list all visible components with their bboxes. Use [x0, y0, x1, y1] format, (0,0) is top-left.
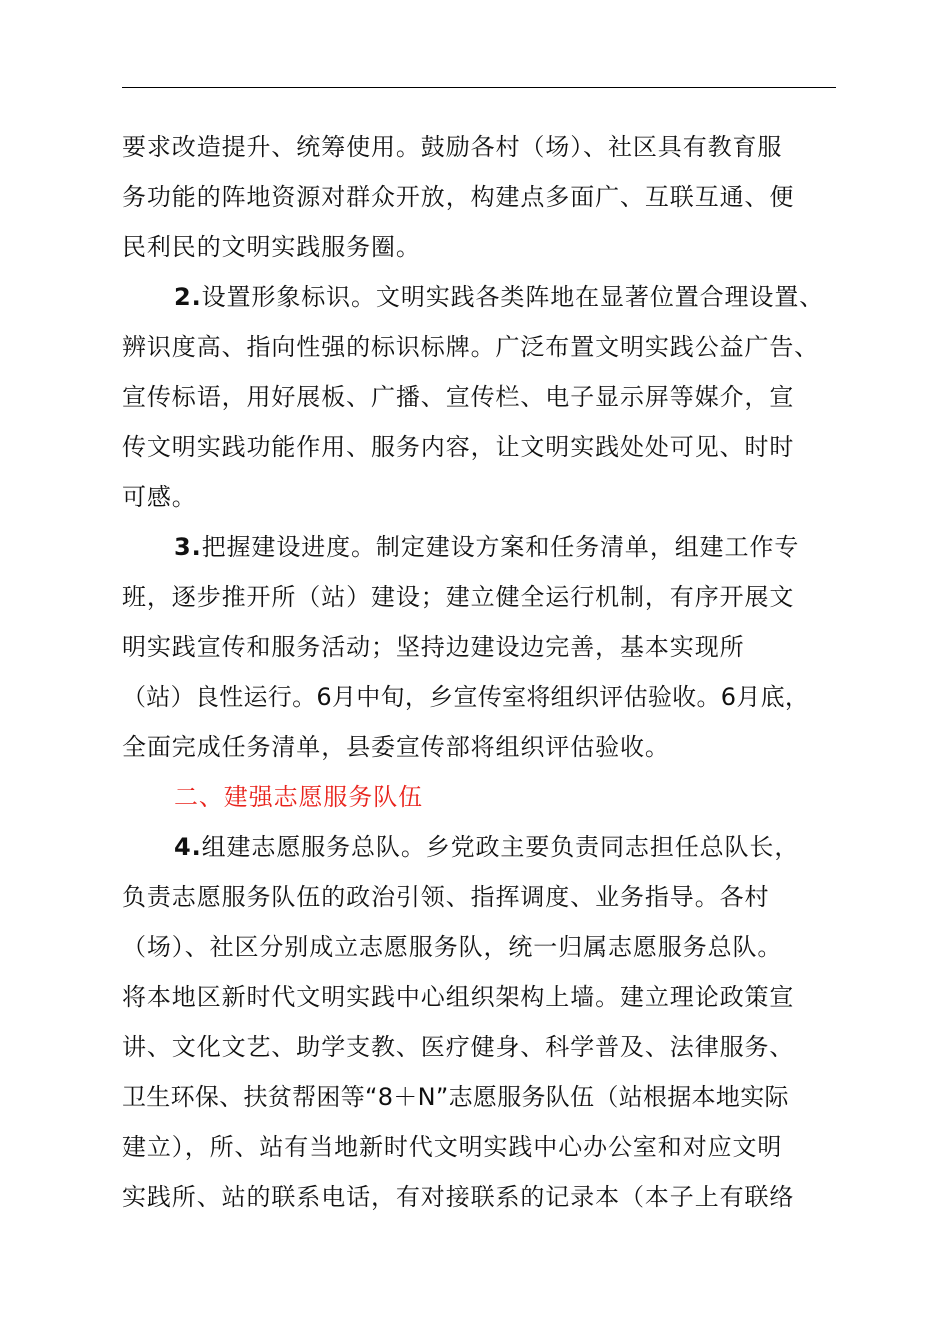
paragraph-1: [122, 122, 862, 272]
item-2: [122, 272, 862, 522]
text-line: 实践所、站的联系电话，有对接联系的记录本（本子上有联络: [122, 1183, 795, 1211]
text-line: [122, 522, 862, 572]
text-line: 辨识度高、指向性强的标识标牌。广泛布置文明实践公益广告、: [122, 333, 820, 361]
item-3: [122, 522, 862, 772]
text-line: 要求改造提升、统筹使用。鼓励各村（场）、社区具有教育服: [122, 133, 783, 161]
text-line: [122, 822, 862, 872]
text-line: 传文明实践功能作用、服务内容，让文明实践处处可见、时时: [122, 433, 795, 461]
item-text: 设置形象标识。文明实践各类阵地在显著位置合理设置、: [201, 283, 825, 311]
text-line: 将本地区新时代文明实践中心组织架构上墙。建立理论政策宣: [122, 983, 795, 1011]
item-number: 2.: [174, 283, 202, 311]
item-text: 把握建设进度。制定建设方案和任务清单，组建工作专: [201, 533, 800, 561]
text-line: [122, 272, 862, 322]
item-4: [122, 822, 862, 1222]
text-line: 建立），所、站有当地新时代文明实践中心办公室和对应文明: [122, 1133, 783, 1161]
text-line: 卫生环保、扶贫帮困等“8＋N”志愿服务队伍（站根据本地实际: [122, 1083, 789, 1111]
text-line: 务功能的阵地资源对群众开放，构建点多面广、互联互通、便: [122, 183, 795, 211]
section-heading: 二、建强志愿服务队伍: [174, 783, 423, 811]
text-line: 民利民的文明实践服务圈。: [122, 233, 421, 261]
text-line: 全面完成任务清单，县委宣传部将组织评估验收。: [122, 733, 670, 761]
text-line: （站）良性运行。6月中旬，乡宣传室将组织评估验收。6月底，: [122, 683, 810, 711]
text-line: 可感。: [122, 483, 197, 511]
text-line: 班，逐步推开所（站）建设；建立健全运行机制，有序开展文: [122, 583, 795, 611]
document-body: [122, 122, 862, 1222]
text-line: 讲、文化文艺、助学支教、医疗健身、科学普及、法律服务、: [122, 1033, 795, 1061]
item-text: 组建志愿服务总队。乡党政主要负责同志担任总队长，: [201, 833, 800, 861]
header-rule: [122, 87, 836, 88]
text-line: （场）、社区分别成立志愿服务队，统一归属志愿服务总队。: [122, 933, 783, 961]
item-number: 3.: [174, 533, 202, 561]
text-line: 负责志愿服务队伍的政治引领、指挥调度、业务指导。各村: [122, 883, 770, 911]
text-line: 明实践宣传和服务活动；坚持边建设边完善，基本实现所: [122, 633, 745, 661]
item-number: 4.: [174, 833, 202, 861]
text-line: 宣传标语，用好展板、广播、宣传栏、电子显示屏等媒介，宣: [122, 383, 795, 411]
